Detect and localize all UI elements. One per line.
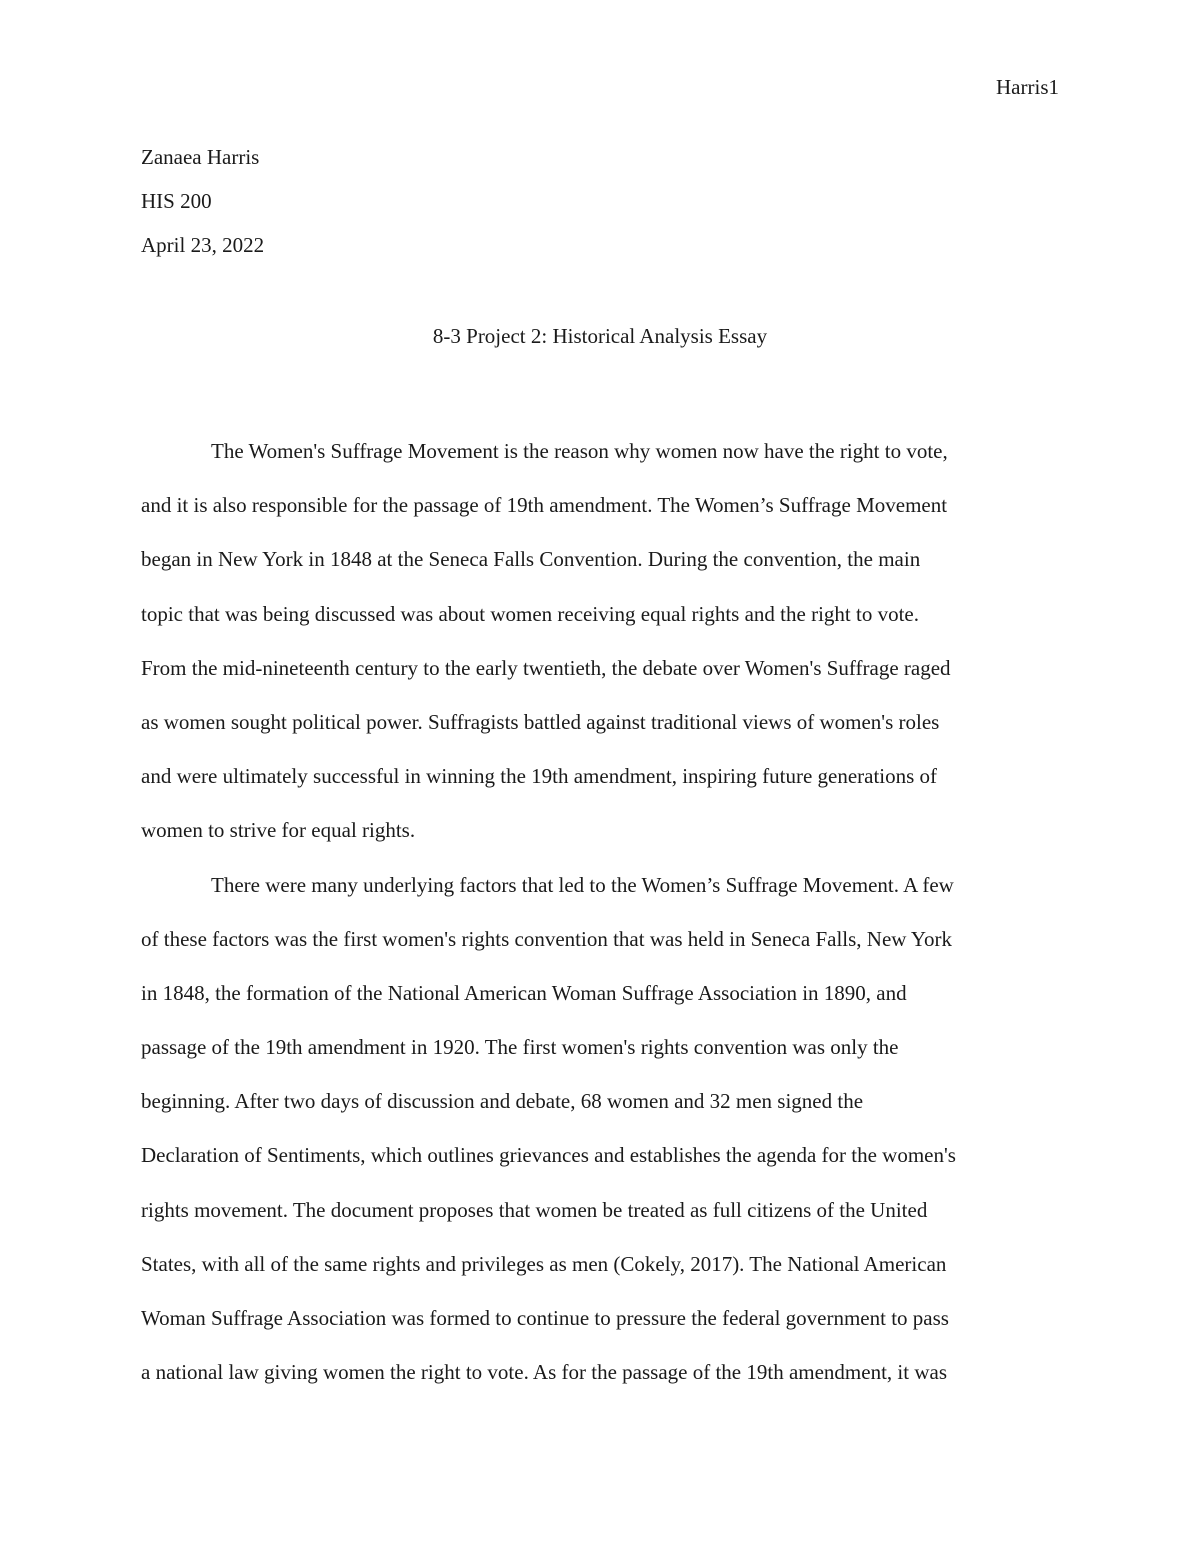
paragraph-line: beginning. After two days of discussion and debate, 68 women and 32 men signed the <box>141 1089 864 1114</box>
mla-heading <box>141 142 264 274</box>
essay-title: 8-3 Project 2: Historical Analysis Essay <box>432 324 768 348</box>
paragraph-line: passage of the 19th amendment in 1920. The first women's rights convention was only the <box>141 1035 899 1060</box>
paragraph-line: From the mid-nineteenth century to the early twentieth, the debate over Women's Suffrage raged <box>141 655 951 680</box>
paragraph-line: of these factors was the first women's rights convention that was held in Seneca Falls, New York <box>141 926 952 951</box>
paragraph-line: and were ultimately successful in winning the 19th amendment, inspiring future generations of <box>141 764 938 789</box>
paragraph-line: There were many underlying factors that led to the Women’s Suffrage Movement. A few <box>211 872 954 897</box>
paragraph-line: began in New York in 1848 at the Seneca Falls Convention. During the convention, the main <box>141 547 921 572</box>
paragraph-line: topic that was being discussed was about women receiving equal rights and the right to vote. <box>141 601 919 626</box>
paragraph-line: as women sought political power. Suffragists battled against traditional views of women's roles <box>141 709 940 734</box>
course-name: HIS 200 <box>141 189 212 213</box>
paragraph-line: women to strive for equal rights. <box>141 818 416 843</box>
paragraph-line: and it is also responsible for the passage of 19th amendment. The Women’s Suffrage Movement <box>141 493 948 518</box>
running-header: Harris1 <box>996 75 1059 99</box>
paragraph-line: a national law giving women the right to vote. As for the passage of the 19th amendment, it was <box>141 1360 947 1385</box>
paragraph-line: in 1848, the formation of the National American Woman Suffrage Association in 1890, and <box>141 980 907 1005</box>
essay-body <box>141 436 1059 1411</box>
paragraph-line: Woman Suffrage Association was formed to continue to pressure the federal government to pass <box>141 1306 949 1330</box>
paragraph-line: rights movement. The document proposes that women be treated as full citizens of the United <box>141 1197 928 1222</box>
submission-date: April 23, 2022 <box>141 233 265 257</box>
author-name: Zanaea Harris <box>141 145 260 169</box>
paragraph-line: The Women's Suffrage Movement is the reason why women now have the right to vote, <box>211 439 948 463</box>
paragraph-line: States, with all of the same rights and privileges as men (Cokely, 2017). The National American <box>141 1251 947 1276</box>
paragraph-line: Declaration of Sentiments, which outlines grievances and establishes the agenda for the women's <box>141 1143 956 1168</box>
